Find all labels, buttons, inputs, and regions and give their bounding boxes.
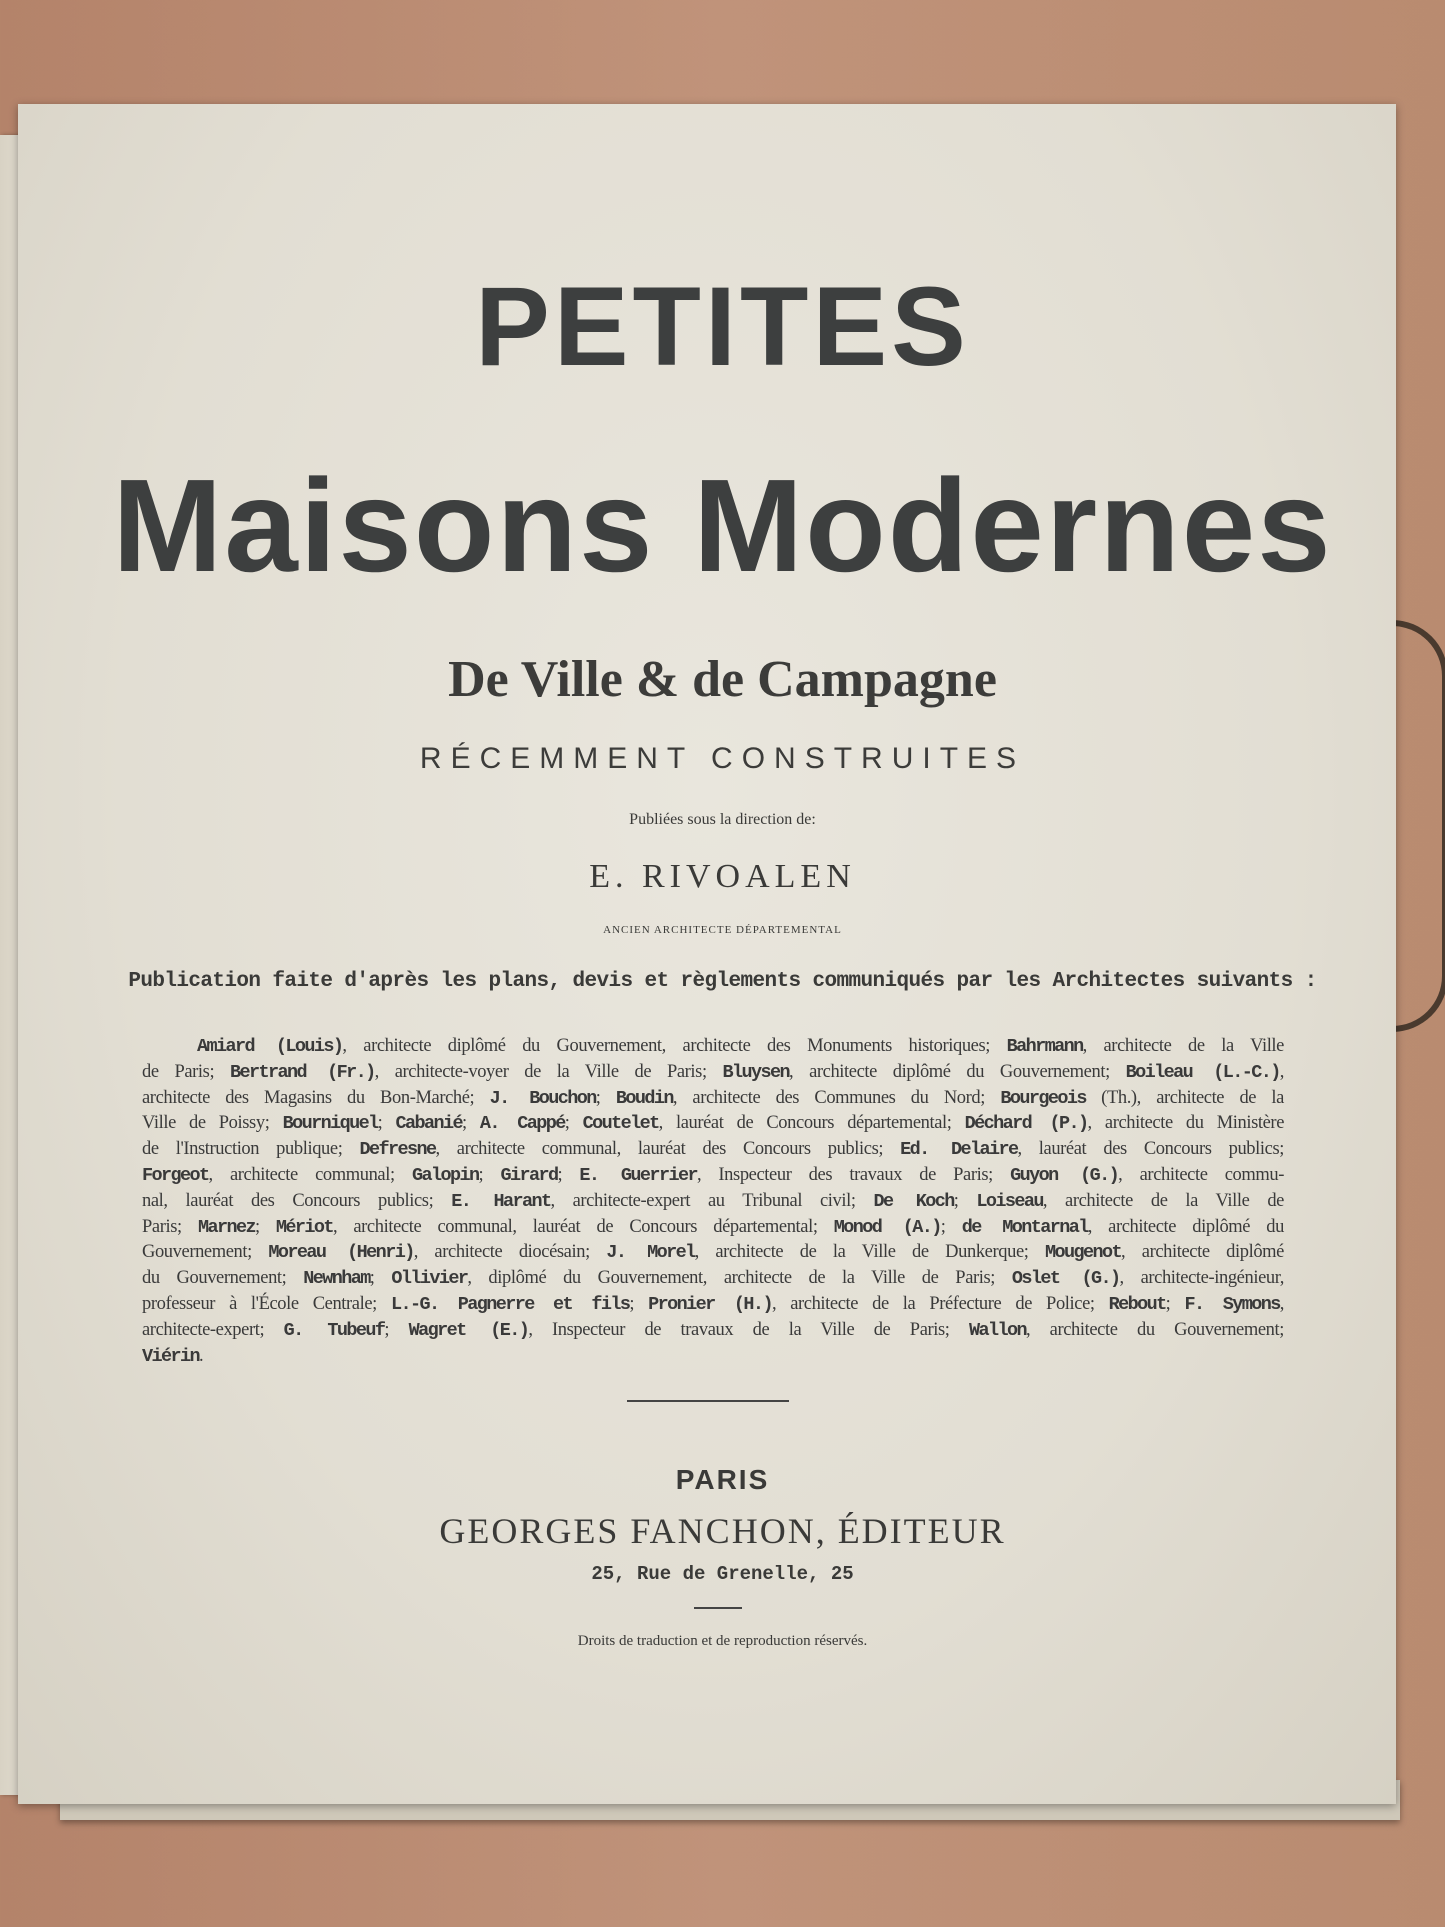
architect-name: J. Morel: [606, 1242, 695, 1264]
architects-line: [142, 1189, 1284, 1215]
title-line-2: Maisons Modernes: [112, 452, 1333, 599]
architect-name: Ed. Delaire: [900, 1139, 1018, 1161]
architect-name: Defresne: [359, 1139, 436, 1161]
architect-description: , diplômé du Gouvernement, architecte de la Ville de Paris;: [467, 1268, 1012, 1289]
imprint-address: 25, Rue de Grenelle, 25: [591, 1563, 854, 1585]
architect-name: Wallon: [968, 1319, 1026, 1341]
architect-name: De Koch: [873, 1190, 954, 1212]
architect-description: , architecte des Communes du Nord;: [672, 1087, 1001, 1108]
architect-description: , architecte de la Ville de Dunkerque;: [694, 1242, 1046, 1263]
architect-description: ,: [1279, 1293, 1284, 1314]
architect-description: , architecte communal, lauréat des Concours publics;: [435, 1139, 901, 1160]
small-divider-rule: [694, 1607, 742, 1609]
architect-description: architecte des Magasins du Bon-Marché;: [142, 1087, 490, 1108]
architect-description: , architecte commu-: [1118, 1164, 1284, 1185]
architects-line: [142, 1292, 1284, 1318]
architect-description: , Inspecteur des travaux de Paris;: [696, 1164, 1011, 1185]
architects-line: [142, 1163, 1284, 1189]
direction-label: Publiées sous la direction de:: [629, 811, 816, 828]
architect-name: Coutelet: [582, 1113, 659, 1135]
architect-name: G. Tubeuf: [283, 1319, 385, 1341]
architect-description: ;: [478, 1164, 501, 1185]
architect-description: , architecte diplômé du Gouvernement;: [789, 1061, 1126, 1082]
architect-description: ;: [1165, 1293, 1185, 1314]
architect-description: , architecte diocésain;: [413, 1242, 607, 1263]
architect-description: professeur à l'École Centrale;: [142, 1293, 391, 1314]
architect-name: Marnez: [197, 1216, 255, 1238]
title-line-1: PETITES: [475, 264, 970, 389]
architect-name: Moreau (Henri): [268, 1242, 414, 1264]
architect-name: Viérin: [142, 1345, 200, 1367]
architect-name: Boudin: [615, 1087, 673, 1109]
architect-name: Loiseau: [976, 1190, 1043, 1212]
architect-description: ;: [557, 1164, 580, 1185]
architect-description: ;: [629, 1293, 649, 1314]
architect-name: Bourniquel: [282, 1113, 378, 1135]
architect-name: L.-G. Pagnerre et fils: [390, 1293, 630, 1315]
author-title: ANCIEN ARCHITECTE DÉPARTEMENTAL: [603, 924, 842, 936]
architect-name: de Montarnal: [961, 1216, 1088, 1238]
architect-description: , architecte du Ministère: [1087, 1113, 1285, 1134]
architect-name: Mougenot: [1045, 1242, 1122, 1264]
architect-name: Guyon (G.): [1010, 1164, 1119, 1186]
architect-description: .: [199, 1345, 204, 1366]
architect-description: , architecte diplômé: [1121, 1242, 1284, 1263]
architect-name: Mériot: [275, 1216, 333, 1238]
architect-description: Gouvernement;: [142, 1242, 269, 1263]
architect-description: de l'Instruction publique;: [142, 1139, 360, 1160]
architect-name: Ollivier: [391, 1268, 468, 1290]
architect-description: , architecte de la Ville: [1082, 1036, 1284, 1056]
architect-name: Girard: [500, 1164, 558, 1186]
architect-name: Bahrmann: [1006, 1036, 1083, 1057]
architect-description: , architecte diplômé du: [1087, 1216, 1284, 1237]
architect-name: Rebout: [1108, 1293, 1166, 1315]
architect-name: J. Bouchon: [489, 1087, 596, 1109]
architects-line: [142, 1344, 1284, 1370]
architect-description: , architecte de la Préfecture de Police;: [771, 1293, 1109, 1314]
architect-description: ;: [953, 1190, 977, 1211]
architect-description: ;: [384, 1319, 409, 1340]
architect-description: Paris;: [142, 1216, 198, 1237]
architect-description: de Paris;: [142, 1061, 231, 1082]
architect-description: ;: [369, 1268, 392, 1289]
architects-line: [142, 1240, 1284, 1266]
architects-line: [142, 1318, 1284, 1344]
architect-name: Wagret (E.): [408, 1319, 529, 1341]
divider-rule: [627, 1400, 789, 1402]
architect-name: E. Guerrier: [579, 1164, 697, 1186]
architect-name: E. Harant: [451, 1190, 551, 1212]
architect-name: Bourgeois: [1000, 1087, 1086, 1109]
architect-description: , architecte du Gouvernement;: [1026, 1319, 1284, 1340]
architects-line: [142, 1137, 1284, 1163]
architect-description: ;: [595, 1087, 616, 1108]
architect-description: nal, lauréat des Concours publics;: [142, 1190, 452, 1211]
architects-line: [142, 1111, 1284, 1137]
publication-note: Publication faite d'après les plans, devis et règlements communiqués par les Architectes suivants :: [128, 970, 1317, 993]
architect-name: Boileau (L.-C.): [1125, 1061, 1280, 1083]
author-name: E. RIVOALEN: [589, 858, 856, 895]
architect-name: Oslet (G.): [1011, 1268, 1120, 1290]
architect-description: ;: [377, 1113, 396, 1134]
architects-line: [142, 1034, 1284, 1060]
architect-name: A. Cappé: [479, 1113, 565, 1135]
architect-description: ;: [940, 1216, 962, 1237]
architect-description: , architecte communal;: [208, 1164, 412, 1185]
architect-name: Bluysen: [722, 1061, 790, 1083]
architects-line: [142, 1215, 1284, 1241]
architect-description: (Th.), architecte de la: [1085, 1087, 1284, 1108]
architect-description: , architecte diplômé du Gouvernement, architecte des Monuments historiques;: [342, 1036, 1007, 1056]
architect-description: Ville de Poissy;: [142, 1113, 283, 1134]
architect-name: Forgeot: [142, 1164, 209, 1186]
imprint-publisher: GEORGES FANCHON, ÉDITEUR: [439, 1511, 1006, 1551]
architect-description: ,: [1279, 1061, 1284, 1082]
imprint-city: PARIS: [675, 1464, 770, 1495]
architect-name: Monod (A.): [833, 1216, 941, 1238]
architect-description: , lauréat des Concours publics;: [1017, 1139, 1284, 1160]
architect-name: Newnham: [303, 1268, 370, 1290]
rights-notice: Droits de traduction et de reproduction réservés.: [577, 1633, 868, 1649]
architect-name: Cabanié: [395, 1113, 462, 1135]
architects-list: [142, 1034, 1284, 1369]
architect-description: , lauréat de Concours départemental;: [658, 1113, 965, 1134]
architect-description: ;: [461, 1113, 480, 1134]
architect-description: ;: [564, 1113, 583, 1134]
architect-description: ;: [254, 1216, 276, 1237]
architect-description: , Inspecteur de travaux de la Ville de Paris;: [528, 1319, 969, 1340]
architect-description: , architecte-ingénieur,: [1119, 1268, 1284, 1289]
architect-name: Amiard (Louis): [197, 1036, 343, 1057]
architect-name: Déchard (P.): [964, 1113, 1088, 1135]
architect-description: , architecte de la Ville de: [1042, 1190, 1284, 1211]
architect-name: Pronier (H.): [648, 1293, 772, 1315]
architect-name: Bertrand (Fr.): [230, 1061, 375, 1083]
architect-description: , architecte-voyer de la Ville de Paris;: [374, 1061, 723, 1082]
architect-name: Galopin: [411, 1164, 479, 1186]
architect-description: du Gouvernement;: [142, 1268, 304, 1289]
architect-description: , architecte-expert au Tribunal civil;: [550, 1190, 874, 1211]
architect-description: , architecte communal, lauréat de Concours départemental;: [332, 1216, 834, 1237]
architect-name: F. Symons: [1184, 1293, 1280, 1315]
architect-description: architecte-expert;: [142, 1319, 284, 1340]
architects-line: [142, 1086, 1284, 1112]
architects-line: [142, 1266, 1284, 1292]
architects-line: [142, 1060, 1284, 1086]
subtitle: De Ville & de Campagne: [448, 651, 997, 708]
tagline: RÉCEMMENT CONSTRUITES: [419, 742, 1026, 775]
